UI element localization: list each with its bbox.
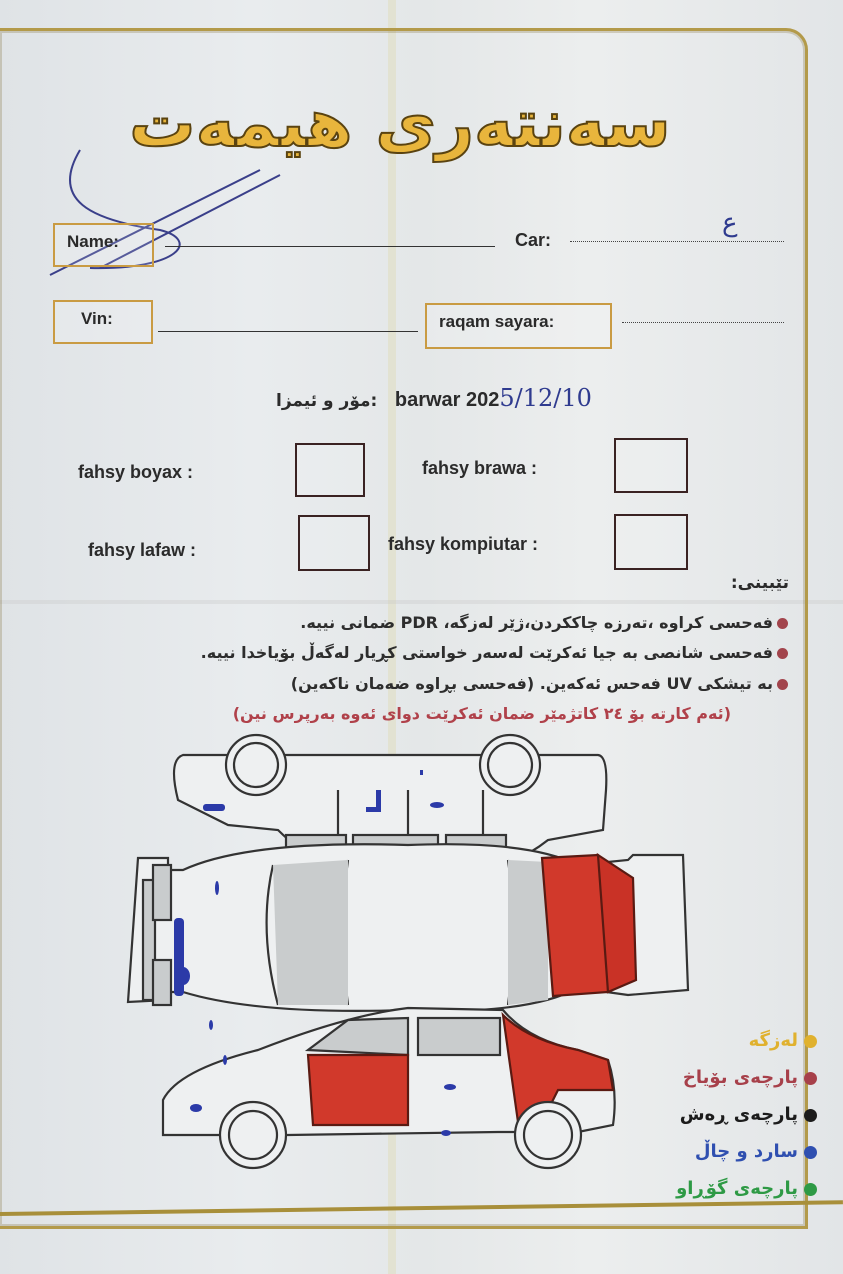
note-text: بە تیشکی UV فەحس ئەکەین. (فەحسی بڕاوە ضەمان ناکەین) <box>290 674 773 693</box>
red-dot-icon <box>804 1072 817 1085</box>
note-line-1 <box>300 613 788 632</box>
black-dot-icon <box>804 1109 817 1122</box>
legend-item-paint: پارچەی بۆیاخ <box>676 1067 817 1104</box>
bullet-icon <box>777 648 788 659</box>
legend-item-black: پارچەی ڕەش <box>676 1104 817 1141</box>
bullet-icon <box>777 618 788 629</box>
car-damage-diagram <box>108 730 698 1170</box>
checkbox-lafaw[interactable] <box>298 515 370 571</box>
blue-dot-icon <box>804 1146 817 1159</box>
notes-title: تێبینی: <box>730 573 789 593</box>
note-text: فەحسی شانصی بە جیا ئەکرێت لەسەر خواستی کڕیار لەگەڵ بۆیاخدا نییە. <box>200 643 773 662</box>
plate-label-box <box>425 303 612 349</box>
plate-input-line[interactable] <box>622 322 784 323</box>
legend-item-replaced: پارچەی گۆڕاو <box>676 1178 817 1215</box>
car-input-line[interactable] <box>570 241 784 242</box>
note-warning: (ئەم کارتە بۆ ٢٤ کاتژمێر ضمان ئەکرێت دوای ئەوە بەرپرس نین) <box>232 704 731 723</box>
bullet-icon <box>777 679 788 690</box>
date-label: barwar <box>394 389 461 411</box>
check-label-kompiutar: fahsy kompiutar : <box>388 534 539 554</box>
plate-label: raqam sayara: <box>439 312 555 331</box>
vin-label: Vin: <box>81 309 113 328</box>
green-dot-icon <box>804 1183 817 1196</box>
shop-title: سەنتەری هیمەت <box>129 85 671 162</box>
legend-item-lazga: لەزگە <box>676 1030 817 1067</box>
note-line-3 <box>291 674 788 693</box>
vin-input-line[interactable] <box>158 331 418 332</box>
name-input-line[interactable] <box>165 246 495 247</box>
signature-label: مۆر و ئیمزا: <box>276 391 378 411</box>
color-legend <box>676 1030 817 1215</box>
name-label: Name: <box>67 232 119 251</box>
check-label-brawa: fahsy brawa : <box>422 458 538 478</box>
checkbox-boyax[interactable] <box>295 443 365 497</box>
check-label-boyax: fahsy boyax : <box>78 462 194 482</box>
name-label-box <box>53 223 154 267</box>
date-year-prefix: 202 <box>466 389 500 411</box>
legend-item-dent: سارد و چاڵ <box>676 1141 817 1178</box>
checkbox-brawa[interactable] <box>614 438 688 493</box>
note-line-2 <box>201 643 788 662</box>
date-row <box>276 384 592 412</box>
vin-label-box <box>53 300 153 344</box>
checkbox-kompiutar[interactable] <box>614 514 688 570</box>
car-value-handwritten: ع <box>722 208 738 238</box>
car-label: Car: <box>515 230 552 250</box>
note-text: فەحسی کراوە ،تەرزە چاککردن،ژێر لەزگە، PDR ضمانی نییە. <box>300 613 773 632</box>
yellow-dot-icon <box>804 1035 817 1048</box>
date-handwritten: 5/12/10 <box>499 384 592 412</box>
check-label-lafaw: fahsy lafaw : <box>88 540 197 560</box>
